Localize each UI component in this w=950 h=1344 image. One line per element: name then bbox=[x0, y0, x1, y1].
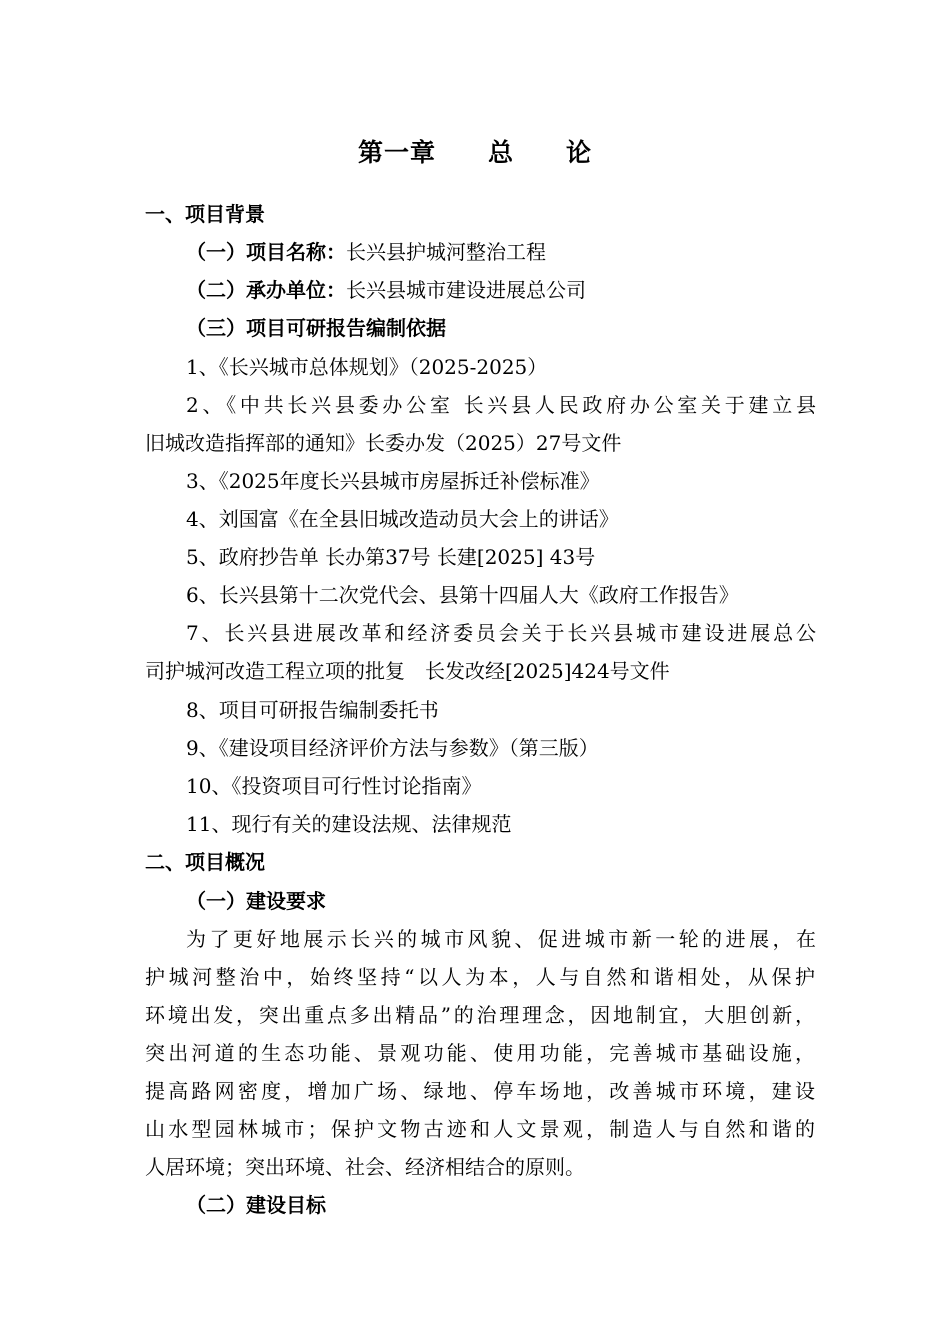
organizer-label: （二）承办单位： bbox=[186, 278, 346, 302]
basis-item: 1、《长兴城市总体规划》（2025-2025） bbox=[186, 355, 548, 379]
basis-item: 2、《中共长兴县委办公室 长兴县人民政府办公室关于建立县 bbox=[186, 393, 816, 417]
basis-item: 4、刘国富《在全县旧城改造动员大会上的讲话》 bbox=[186, 507, 619, 531]
project-name-label: （一）项目名称： bbox=[186, 240, 346, 264]
organizer-value: 长兴县城市建设进展总公司 bbox=[346, 278, 586, 302]
section-heading-overview: 二、项目概况 bbox=[145, 850, 265, 874]
basis-item-continuation: 旧城改造指挥部的通知》长委办发（2025）27号文件 bbox=[145, 431, 622, 455]
basis-item: 11、现行有关的建设法规、法律规范 bbox=[186, 812, 512, 836]
basis-item: 8、项目可研报告编制委托书 bbox=[186, 698, 439, 722]
paragraph-line: 突出河道的生态功能、景观功能、使用功能，完善城市基础设施， bbox=[145, 1041, 815, 1065]
basis-item: 9、《建设项目经济评价方法与参数》（第三版） bbox=[186, 736, 599, 760]
project-name-value: 长兴县护城河整治工程 bbox=[346, 240, 546, 264]
section-heading-background: 一、项目背景 bbox=[145, 202, 265, 226]
paragraph-line: 山水型园林城市；保护文物古迹和人文景观，制造人与自然和谐的 bbox=[145, 1117, 815, 1141]
basis-item: 10、《投资项目可行性讨论指南》 bbox=[186, 774, 482, 798]
basis-item: 7、长兴县进展改革和经济委员会关于长兴县城市建设进展总公 bbox=[186, 621, 816, 645]
paragraph-line: 提高路网密度，增加广场、绿地、停车场地，改善城市环境，建设 bbox=[145, 1079, 815, 1103]
paragraph-line: 环境出发，突出重点多出精品”的治理理念，因地制宜，大胆创新， bbox=[145, 1003, 815, 1027]
requirements-heading: （一）建设要求 bbox=[186, 889, 326, 913]
basis-item: 6、长兴县第十二次党代会、县第十四届人大《政府工作报告》 bbox=[186, 583, 739, 607]
paragraph-line: 为了更好地展示长兴的城市风貌、促进城市新一轮的进展，在 bbox=[186, 927, 816, 951]
basis-item: 3、《2025年度长兴县城市房屋拆迁补偿标准》 bbox=[186, 469, 600, 493]
basis-item: 5、政府抄告单 长办第37号 长建[2025] 43号 bbox=[186, 545, 596, 569]
organizer-line bbox=[186, 275, 816, 305]
paragraph-line: 人居环境；突出环境、社会、经济相结合的原则。 bbox=[145, 1155, 585, 1179]
basis-heading: （三）项目可研报告编制依据 bbox=[186, 316, 446, 340]
paragraph-line: 护城河整治中，始终坚持“以人为本，人与自然和谐相处，从保护 bbox=[145, 965, 815, 989]
basis-item-continuation: 司护城河改造工程立项的批复 长发改经[2025]424号文件 bbox=[145, 659, 670, 683]
goals-heading: （二）建设目标 bbox=[186, 1193, 326, 1217]
chapter-title: 第一章 总 论 bbox=[357, 138, 592, 167]
project-name-line bbox=[186, 237, 816, 267]
